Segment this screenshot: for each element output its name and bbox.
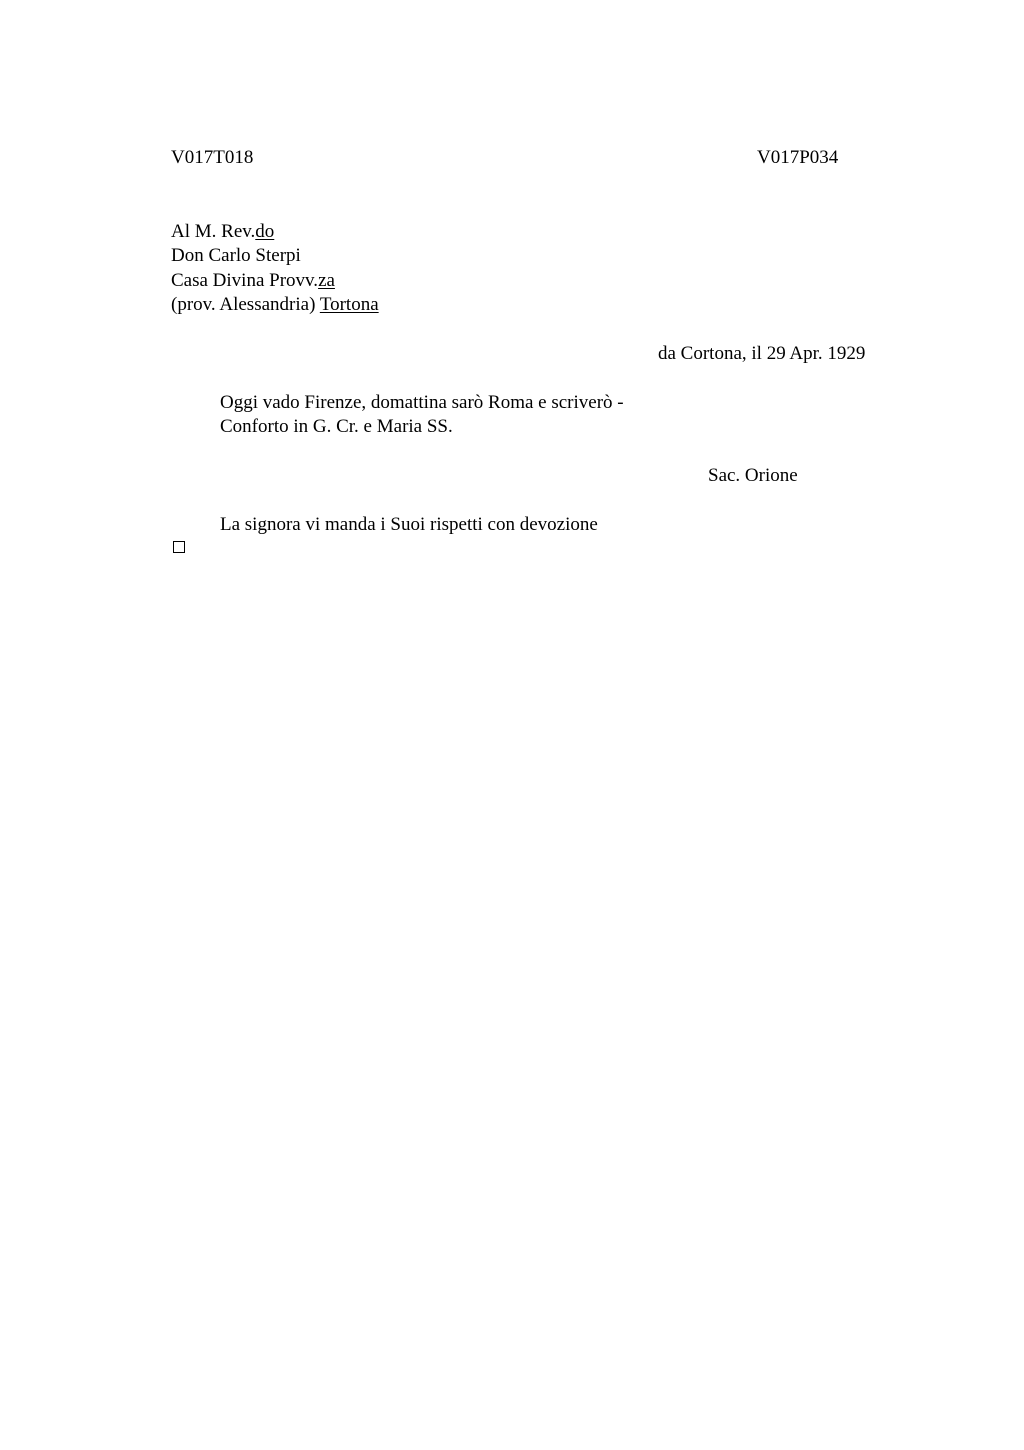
address-line-1-suffix: do [255,221,275,242]
document-code-right: V017P034 [757,147,839,168]
address-line-4 [171,293,379,317]
address-line-1 [171,220,274,244]
address-city: Tortona [319,294,379,315]
address-line-1-prefix: Al M. Rev. [171,221,256,242]
dateline: da Cortona, il 29 Apr. 1929 [658,343,866,364]
body-line-1: Oggi vado Firenze, domattina sarò Roma e scriverò - [220,392,624,413]
address-line-3 [171,269,335,293]
signature: Sac. Orione [708,465,798,486]
address-line-3-prefix: Casa Divina Provv. [171,270,319,291]
address-line-2: Don Carlo Sterpi [171,245,301,266]
address-line-3-suffix: za [318,270,335,291]
postscript: La signora vi manda i Suoi rispetti con devozione [220,514,598,535]
address-line-4-prefix: (prov. Alessandria) [171,294,320,315]
document-code-left: V017T018 [171,147,254,168]
checkbox-square-icon [173,541,185,553]
body-line-2: Conforto in G. Cr. e Maria SS. [220,416,453,437]
